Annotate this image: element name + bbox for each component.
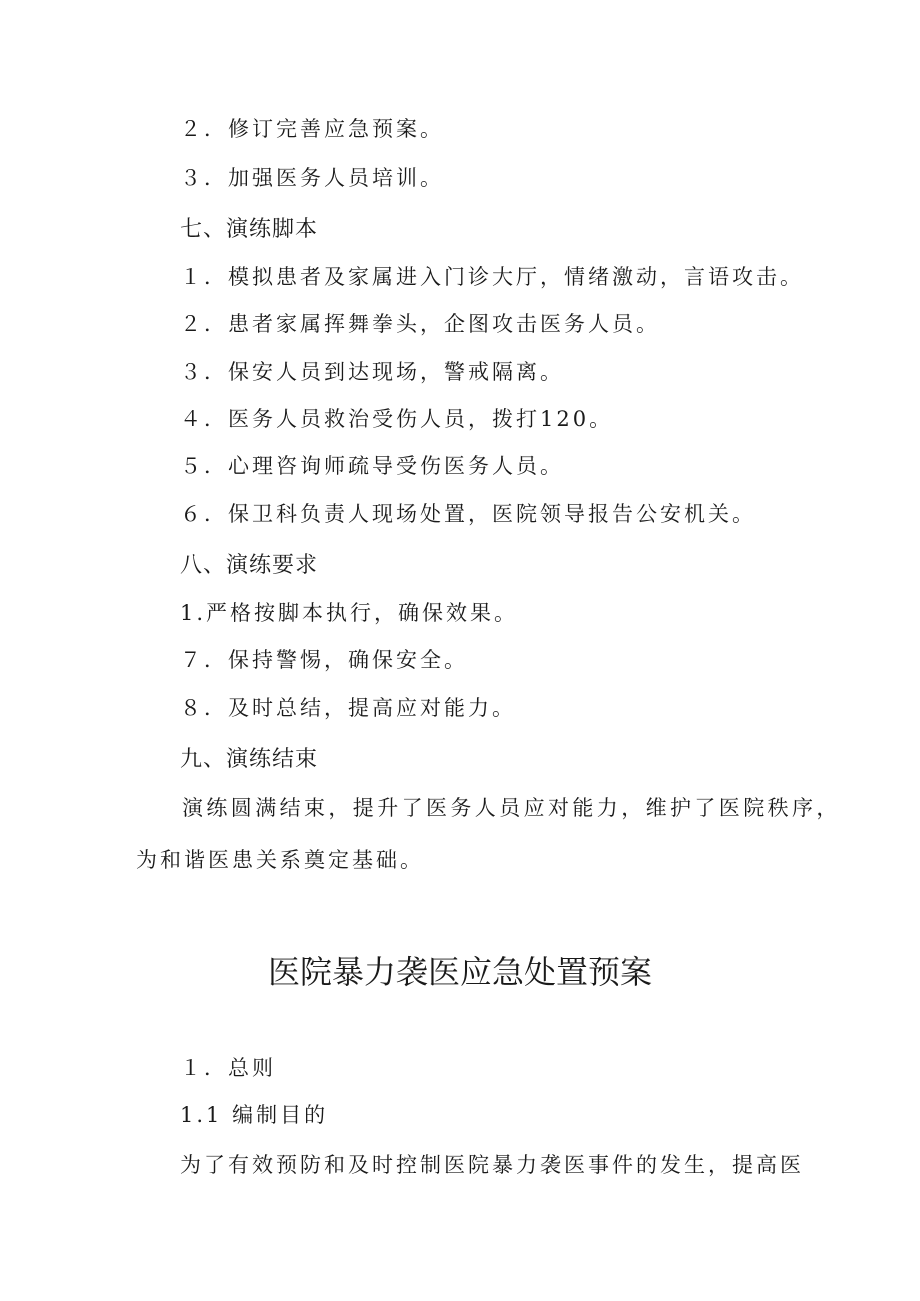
paragraph-line: 为和谐医患关系奠定基础。: [136, 848, 424, 872]
list-item: ４．医务人员救治受伤人员，拨打120。: [180, 407, 614, 431]
paragraph-line: 为了有效预防和及时控制医院暴力袭医事件的发生，提高医: [180, 1153, 804, 1177]
subsection-heading: 1.1 编制目的: [180, 1103, 329, 1127]
list-item: ３．保安人员到达现场，警戒隔离。: [180, 360, 564, 384]
list-item: ２．修订完善应急预案。: [180, 117, 444, 141]
list-item: 1.严格按脚本执行，确保效果。: [180, 601, 519, 625]
section-heading-general: １．总则: [180, 1056, 276, 1080]
section-heading-9: 九、演练结束: [180, 747, 319, 772]
paragraph-line: 演练圆满结束，提升了医务人员应对能力，维护了医院秩序，: [182, 796, 841, 820]
section-heading-7: 七、演练脚本: [180, 217, 319, 242]
list-item: ８．及时总结，提高应对能力。: [180, 696, 516, 720]
list-item: ５．心理咨询师疏导受伤医务人员。: [180, 454, 564, 478]
list-item: ６．保卫科负责人现场处置，医院领导报告公安机关。: [180, 502, 756, 526]
document-title: 医院暴力袭医应急处置预案: [267, 953, 652, 991]
list-item: ３．加强医务人员培训。: [180, 166, 444, 190]
list-item: ２．患者家属挥舞拳头，企图攻击医务人员。: [180, 312, 660, 336]
list-item: １．模拟患者及家属进入门诊大厅，情绪激动，言语攻击。: [180, 265, 804, 289]
section-heading-8: 八、演练要求: [180, 553, 319, 578]
list-item: ７．保持警惕，确保安全。: [180, 648, 468, 672]
